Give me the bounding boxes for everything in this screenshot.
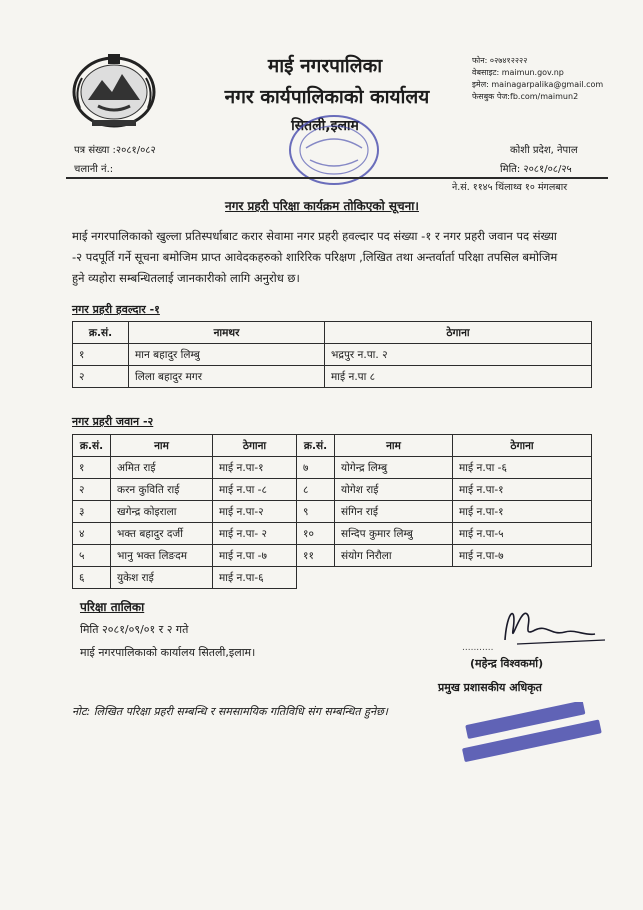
contact-phone: फोन: ०२७४१२२२२ xyxy=(472,56,528,65)
letter-number: पत्र संख्या :२०८१/०८२ xyxy=(74,145,156,156)
signature-dots: ........... xyxy=(462,643,494,653)
table-cell: माई न.पा -६ xyxy=(453,457,592,479)
exam-date: मिति २०८१/०९/०१ र २ गते xyxy=(80,623,189,636)
table-cell: भद्रपुर न.पा. २ xyxy=(325,344,592,366)
contact-facebook: फेसबुक पेज:fb.com/maimun2 xyxy=(472,92,579,101)
table-row xyxy=(73,344,592,366)
column-header: क्र.सं. xyxy=(73,322,129,344)
notice-body-line: माई नगरपालिकाको खुल्ला प्रतिस्पर्धाबाट करार सेवामा नगर प्रहरी हवल्दार पद संख्या -१ र नगर प्रहरी जवान पद संख्या xyxy=(72,229,557,243)
column-header: क्र.सं. xyxy=(73,435,111,457)
contact-email: इमेल: mainagarpalika@gmail.com xyxy=(472,80,604,89)
table-cell: ६ xyxy=(73,567,111,589)
exam-venue: माई नगरपालिकाको कार्यालय सितली,इलाम। xyxy=(80,646,256,659)
dispatch-number: चलानी नं.: xyxy=(74,164,114,175)
notice-body-line: हुने व्यहोरा सम्बन्धितलाई जानकारीको लागि अनुरोध छ। xyxy=(72,271,300,285)
table-cell: माई न.पा -७ xyxy=(213,545,297,567)
table-cell: माई न.पा-१ xyxy=(453,501,592,523)
exam-note: नोट: लिखित परिक्षा प्रहरी सम्बन्धि र समसामयिक गतिविधि संग सम्बन्धित हुनेछ। xyxy=(72,705,388,718)
table-cell: माई न.पा-१ xyxy=(213,457,297,479)
javan-heading: नगर प्रहरी जवान -२ xyxy=(72,415,154,428)
exam-schedule-heading: परिक्षा तालिका xyxy=(80,600,145,614)
havaldar-heading: नगर प्रहरी हवल्दार -१ xyxy=(72,303,160,316)
table-cell-empty xyxy=(297,567,592,589)
column-header: नाम xyxy=(335,435,453,457)
table-cell: १ xyxy=(73,457,111,479)
table-cell: ११ xyxy=(297,545,335,567)
table-row xyxy=(73,523,592,545)
table-cell: मान बहादुर लिम्बु xyxy=(129,344,325,366)
column-header: क्र.सं. xyxy=(297,435,335,457)
table-cell: अमित राई xyxy=(111,457,213,479)
table-cell: भक्त बहादुर दर्जी xyxy=(111,523,213,545)
notice-title: नगर प्रहरी परिक्षा कार्यक्रम तोकिएको सूचना। xyxy=(225,199,419,213)
province-label: कोशी प्रदेश, नेपाल xyxy=(510,145,578,156)
column-header: ठेगाना xyxy=(213,435,297,457)
signatory-name: (महेन्द्र विश्वकर्मा) xyxy=(470,657,544,670)
table-row xyxy=(73,366,592,388)
table-row xyxy=(73,479,592,501)
table-header-row xyxy=(73,435,592,457)
officer-name-stamp xyxy=(450,702,610,762)
issue-date: मिति: २०८१/०८/२५ xyxy=(500,164,572,175)
table-cell: ४ xyxy=(73,523,111,545)
table-cell: २ xyxy=(73,479,111,501)
table-header-row xyxy=(73,322,592,344)
havaldar-table xyxy=(72,321,592,388)
column-header: नाम xyxy=(111,435,213,457)
notice-body xyxy=(72,226,612,289)
table-cell: खगेन्द्र कोइराला xyxy=(111,501,213,523)
table-cell: माई न.पा-५ xyxy=(453,523,592,545)
column-header: ठेगाना xyxy=(325,322,592,344)
table-cell: करन कुविति राई xyxy=(111,479,213,501)
table-cell: सन्दिप कुमार लिम्बु xyxy=(335,523,453,545)
table-cell: माई न.पा -८ xyxy=(213,479,297,501)
header-divider xyxy=(66,177,608,179)
table-row xyxy=(73,501,592,523)
contact-website: वेबसाइट: maimun.gov.np xyxy=(472,68,564,77)
org-location: सितली,इलाम xyxy=(291,118,359,134)
notice-body-line: -२ पदपूर्ति गर्ने सूचना बमोजिम प्राप्त आवेदकहरुको शारिरिक परिक्षण ,लिखित तथा अन्तर्वार्ता परिक्षा तपसिल बमोजिम xyxy=(72,250,558,264)
table-cell: माई न.पा-७ xyxy=(453,545,592,567)
table-cell: ७ xyxy=(297,457,335,479)
table-cell: १ xyxy=(73,344,129,366)
nepal-sambat-date: ने.सं. ११४५ थिंलाथ्व १० मंगलबार xyxy=(452,182,568,193)
table-cell: २ xyxy=(73,366,129,388)
table-cell: ९ xyxy=(297,501,335,523)
table-row xyxy=(73,457,592,479)
javan-table xyxy=(72,434,592,589)
table-cell: योगेन्द्र लिम्बु xyxy=(335,457,453,479)
table-cell: १० xyxy=(297,523,335,545)
table-cell: संयोग निरौला xyxy=(335,545,453,567)
org-name-line1: माई नगरपालिका xyxy=(267,55,383,77)
column-header: ठेगाना xyxy=(453,435,592,457)
table-cell: ५ xyxy=(73,545,111,567)
table-cell: माई न.पा ८ xyxy=(325,366,592,388)
table-row xyxy=(73,545,592,567)
table-cell: ३ xyxy=(73,501,111,523)
table-cell: भानु भक्त लिङदम xyxy=(111,545,213,567)
column-header: नामथर xyxy=(129,322,325,344)
signatory-title: प्रमुख प्रशासकीय अधिकृत xyxy=(438,681,542,694)
table-cell: लिला बहादुर मगर xyxy=(129,366,325,388)
table-cell: योगेश राई xyxy=(335,479,453,501)
table-cell: माई न.पा- २ xyxy=(213,523,297,545)
table-cell: माई न.पा-२ xyxy=(213,501,297,523)
table-cell: युकेश राई xyxy=(111,567,213,589)
table-cell: माई न.पा-१ xyxy=(453,479,592,501)
nepal-emblem-icon xyxy=(68,48,160,130)
table-cell: माई न.पा-६ xyxy=(213,567,297,589)
org-name-line2: नगर कार्यपालिकाको कार्यालय xyxy=(224,86,430,108)
table-row xyxy=(73,567,592,589)
table-cell: संगिन राई xyxy=(335,501,453,523)
table-cell: ८ xyxy=(297,479,335,501)
